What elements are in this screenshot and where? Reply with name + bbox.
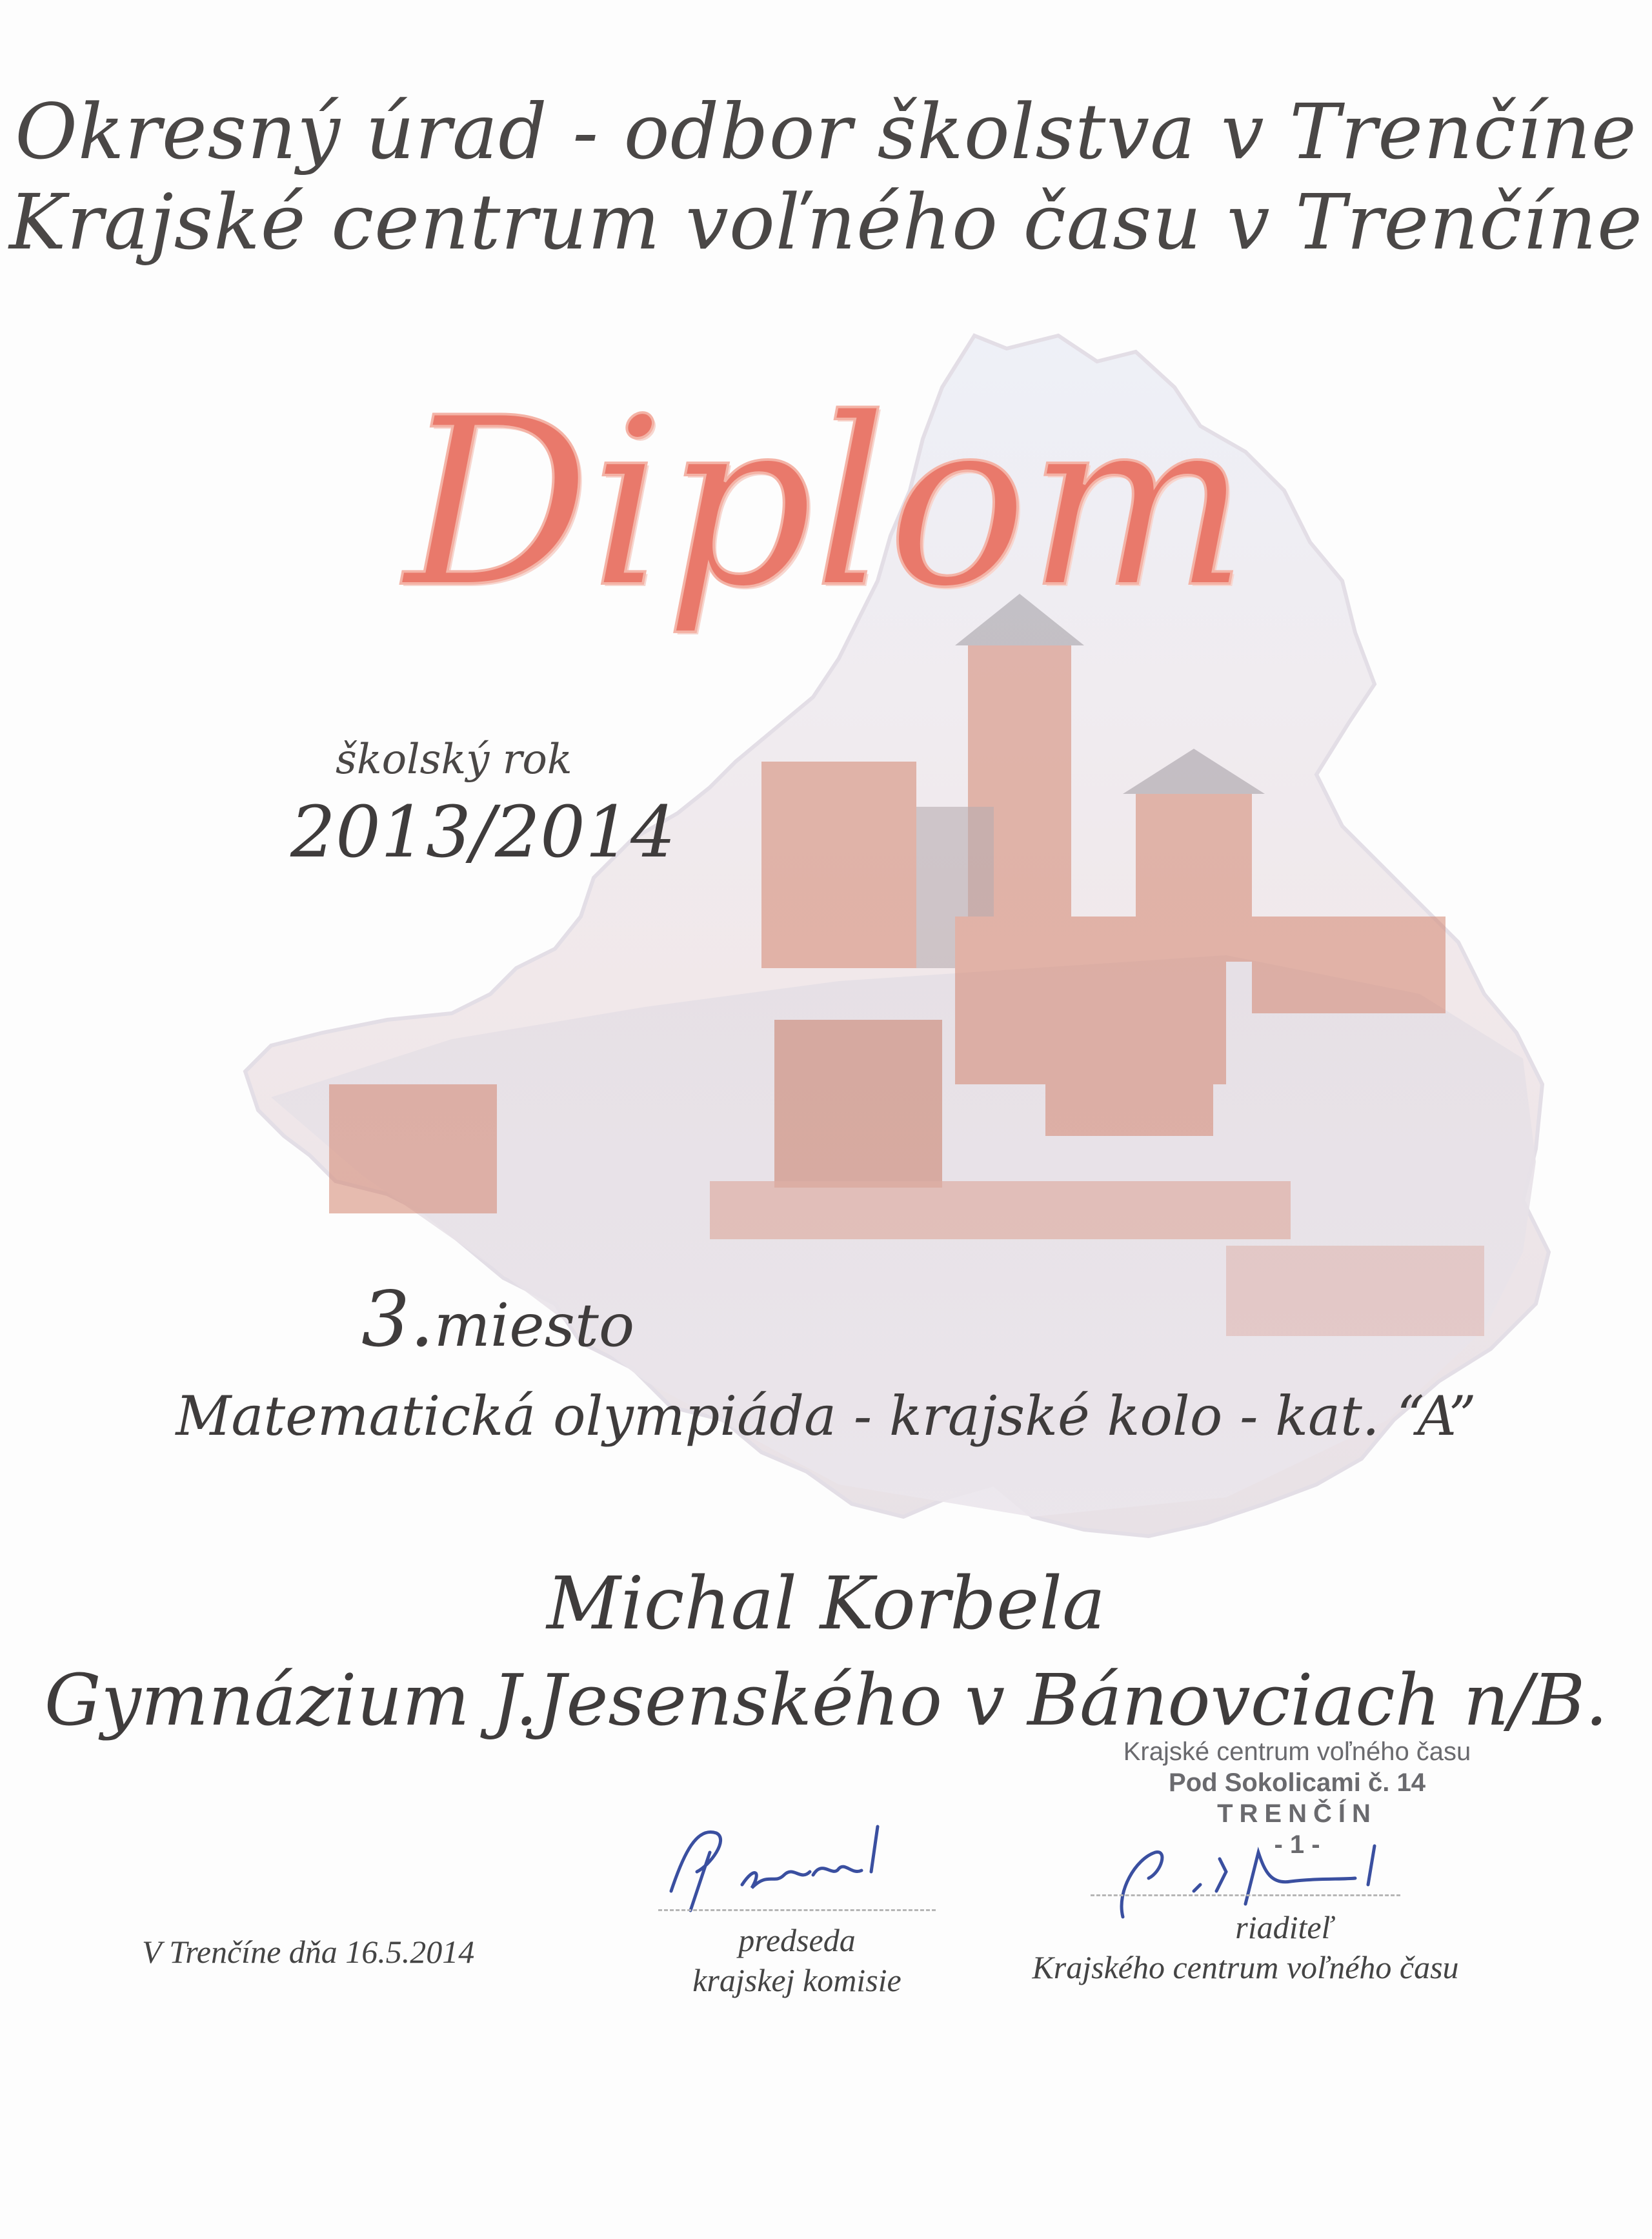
chair-title [645,1920,949,2000]
award-place-word: miesto [434,1291,635,1360]
diploma-title: Diplom [404,368,1248,638]
school-year-label: školský rok [336,736,572,784]
chair-title-line1: predseda [738,1922,856,1958]
recipient-school: Gymnázium J.Jesenského v Bánovciach n/B. [44,1659,1608,1741]
school-year-value: 2013/2014 [290,791,676,873]
header-issuer-line2: Krajské centrum voľného času v Trenčíne [9,177,1643,267]
chair-signature-line [658,1909,936,1911]
director-signature-line [1091,1894,1400,1896]
director-title-line1: riaditeľ [1235,1909,1333,1945]
place-and-date: V Trenčíne dňa 16.5.2014 [142,1934,475,1970]
chair-signature [645,1814,916,1923]
award-place [361,1275,634,1364]
director-title [968,1907,1523,1987]
header-issuer-line1: Okresný úrad - odbor školstva v Trenčíne [15,87,1637,176]
award-place-number: 3. [361,1275,434,1364]
director-title-line2: Krajského centrum voľného času [1032,1949,1459,1985]
competition-name: Matematická olympiáda - krajské kolo - kat. “A” [176,1384,1476,1448]
stamp-line1: Krajské centrum voľného času [1123,1738,1471,1766]
recipient-name: Michal Korbela [547,1562,1105,1646]
stamp-line4: - 1 - [1274,1830,1320,1859]
chair-title-line2: krajskej komisie [692,1962,902,1998]
stamp-line3: TRENČÍN [1217,1799,1377,1828]
stamp-line2: Pod Sokolicami č. 14 [1169,1768,1425,1797]
